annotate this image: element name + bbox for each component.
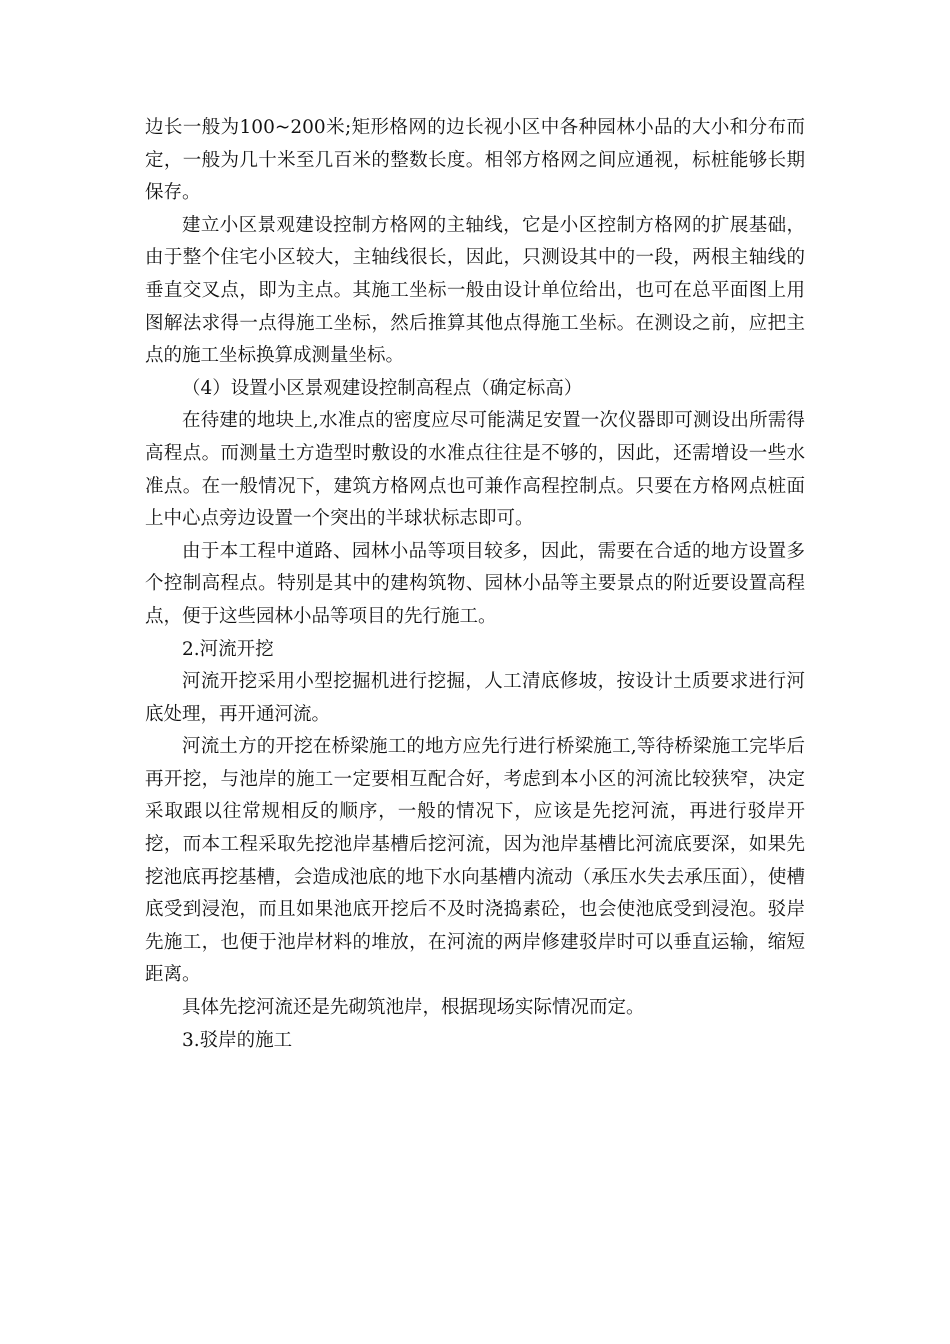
paragraph-main-axis: 建立小区景观建设控制方格网的主轴线，它是小区控制方格网的扩展基础，由于整个住宅小区较大，主轴线很长，因此，只测设其中的一段，两根主轴线的垂直交叉点，即为主点。其施工坐标一般由设计单位给出，也可在总平面图上用图解法求得一点得施工坐标，然后推算其他点得施工坐标。在测设之前，应把主点的施工坐标换算成测量坐标。 [145, 214, 805, 367]
section-heading-elevation-points: （4）设置小区景观建设控制高程点（确定标高） [182, 377, 583, 399]
paragraph-benchmark-density: 在待建的地块上,水准点的密度应尽可能满足安置一次仪器即可测设出所需得高程点。而测量土方造型时敷设的水准点往往是不够的，因此，还需增设一些水准点。在一般情况下，建筑方格网点也可兼作高程控制点。只要在方格网点桩面上中心点旁边设置一个突出的半球状标志即可。 [145, 410, 805, 530]
paragraph-site-decision: 具体先挖河流还是先砌筑池岸，根据现场实际情况而定。 [182, 997, 645, 1019]
section-heading-river-excavation: 2.河流开挖 [182, 638, 274, 660]
section-heading-revetment: 3.驳岸的施工 [182, 1029, 293, 1051]
paragraph-excavator-method: 河流开挖采用小型挖掘机进行挖掘，人工清底修坡，按设计土质要求进行河底处理，再开通河流。 [145, 671, 805, 725]
paragraph-excavation-sequence: 河流土方的开挖在桥梁施工的地方应先行进行桥梁施工,等待桥梁施工完毕后再开挖，与池岸的施工一定要相互配合好，考虑到本小区的河流比较狭窄，决定采取跟以往常规相反的顺序，一般的情况下，应该是先挖河流，再进行驳岸开挖，而本工程采取先挖池岸基槽后挖河流，因为池岸基槽比河流底要深，如果先挖池底再挖基槽，会造成池底的地下水向基槽内流动（承压水失去承压面），使槽底受到浸泡，而且如果池底开挖后不及时浇捣素砼，也会使池底受到浸泡。驳岸先施工，也便于池岸材料的堆放，在河流的两岸修建驳岸时可以垂直运输，缩短距离。 [145, 736, 805, 986]
paragraph-control-elevation: 由于本工程中道路、园林小品等项目较多，因此，需要在合适的地方设置多个控制高程点。特别是其中的建构筑物、园林小品等主要景点的附近要设置高程点，便于这些园林小品等项目的先行施工。 [145, 540, 805, 627]
document-page [145, 112, 805, 1057]
paragraph-grid-spacing: 边长一般为100~200米;矩形格网的边长视小区中各种园林小品的大小和分布而定，一般为几十米至几百米的整数长度。相邻方格网之间应通视，标桩能够长期保存。 [145, 117, 805, 204]
